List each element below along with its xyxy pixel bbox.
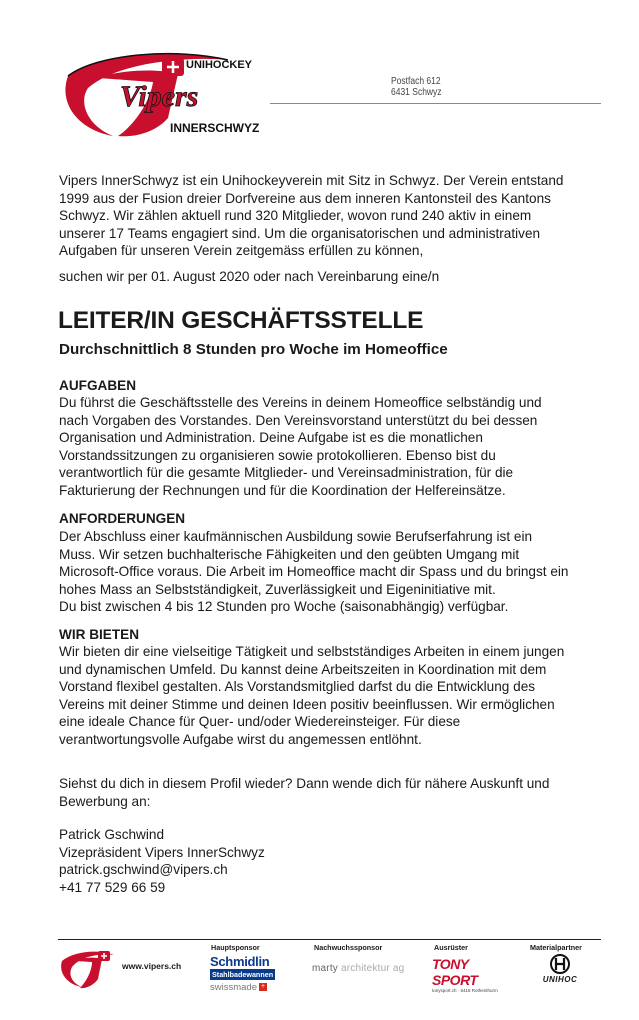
schmidlin-logo — [210, 954, 285, 993]
text-line: Du bist zwischen 4 bis 12 Stunden pro Woche (saisonabhängig) verfügbar. — [59, 599, 509, 615]
unihoc-emblem-icon — [548, 953, 572, 975]
contact-intro — [59, 775, 579, 810]
text-line: verantwortungsvolle Aufgabe wirst du angemessen entlöhnt. — [59, 731, 422, 747]
text-line: Wir bieten dir eine vielseitige Tätigkeit und selbstständiges Arbeiten in einem jungen — [59, 644, 565, 659]
contact-role: Vizepräsident Vipers InnerSchwyz — [59, 844, 265, 860]
text-line: Vereins mit deiner Stimme und deinen Ideen positiv beeinflussen. Wir ermöglichen — [59, 696, 555, 712]
schmidlin-name: Schmidlin — [210, 954, 270, 969]
section-heading-aufgaben: AUFGABEN — [59, 378, 137, 393]
text-line: Schwyz. Wir zählen aktuell rund 320 Mitglieder, wovon rund 240 aktiv in einem — [59, 208, 532, 224]
tony-sport-sub: tonysport.ch · 6418 Rothenthurm — [432, 988, 498, 993]
swissmade-text: swissmade — [210, 982, 257, 993]
section-text-anforderungen — [59, 528, 579, 616]
text-line: Microsoft-Office voraus. Die Arbeit im Homeoffice macht dir Spass und du bringst ein — [59, 564, 569, 580]
sponsor-label-outfitter: Ausrüster — [434, 943, 468, 952]
vipers-footer-logo — [58, 947, 124, 991]
text-line: Vorstandssitzungen zu organisieren sowie protokollieren. Ebenso bist du — [59, 447, 496, 463]
section-heading-anforderungen: ANFORDERUNGEN — [59, 511, 186, 526]
logo-top-text: UNIHOCKEY — [186, 59, 253, 71]
contact-name: Patrick Gschwind — [59, 827, 165, 842]
contact-email[interactable]: patrick.gschwind@vipers.ch — [59, 862, 228, 878]
website-link[interactable]: www.vipers.ch — [122, 961, 182, 971]
text-line: Aufgaben für unseren Verein zeitgemäss erfüllen zu können, — [59, 243, 424, 259]
text-line: Vorstand flexibel gestalten. Als Vorstandsmitglied darfst du die Entwicklung des — [59, 679, 536, 695]
text-line: Siehst du dich in diesem Profil wieder? Dann wende dich für nähere Auskunft und — [59, 776, 550, 791]
job-subtitle: Durchschnittlich 8 Stunden pro Woche im Homeoffice — [59, 341, 448, 358]
text-line: hohes Mass an Selbstständigkeit, Zuverlässigkeit und Eigeninitiative mit. — [59, 581, 496, 597]
text-line: Organisation und Administration. Deine Aufgabe ist es die monatlichen — [59, 430, 483, 446]
signature-block — [59, 826, 579, 896]
marty-logo — [312, 963, 404, 974]
text-line: Vipers InnerSchwyz ist ein Unihockeyverein mit Sitz in Schwyz. Der Verein entstand — [59, 173, 564, 188]
text-line: und dynamischen Umfeld. Du kannst deine Arbeitszeiten in Koordination mit dem — [59, 661, 547, 677]
sponsor-label-main: Hauptsponsor — [211, 943, 260, 952]
vipers-logo — [58, 48, 273, 148]
unihoc-logo — [530, 953, 590, 989]
text-line: verantwortlich für die gesamte Mitglieder- und Vereinsadministration, für die — [59, 465, 514, 481]
text-line: Der Abschluss einer kaufmännischen Ausbildung sowie Berufserfahrung ist ein — [59, 529, 533, 544]
sponsor-label-junior: Nachwuchssponsor — [314, 943, 383, 952]
section-text-aufgaben — [59, 394, 579, 500]
section-heading-wir-bieten: WIR BIETEN — [59, 627, 140, 642]
marty-name: marty — [312, 963, 338, 974]
unihoc-name: UNIHOC — [542, 975, 578, 984]
tony-sport-name: TONY SPORT — [432, 956, 478, 988]
address-line: Postfach 612 — [391, 76, 441, 87]
text-line: Bewerbung an: — [59, 793, 151, 809]
logo-main-text: Vipers — [120, 80, 199, 113]
contact-phone[interactable]: +41 77 529 66 59 — [59, 879, 166, 895]
text-line: unserer 17 Teams engagiert sind. Um die organisatorischen und administrativen — [59, 225, 541, 241]
footer-divider — [58, 939, 601, 940]
address-line: 6431 Schwyz — [391, 87, 442, 98]
search-line: suchen wir per 01. August 2020 oder nach Vereinbarung eine/n — [59, 269, 440, 284]
text-line: Muss. Wir setzen buchhalterische Fähigkeiten und den geübten Umgang mit — [59, 546, 520, 562]
tony-sport-logo — [432, 956, 516, 992]
swiss-flag-icon: + — [260, 983, 266, 991]
sponsor-label-material: Materialpartner — [530, 943, 582, 952]
intro-paragraph — [59, 172, 579, 260]
marty-sub: architektur ag — [340, 963, 405, 974]
header-divider — [270, 103, 601, 104]
postal-address — [391, 76, 442, 98]
swissmade-tag — [210, 982, 285, 993]
text-line: Du führst die Geschäftsstelle des Vereins in deinem Homeoffice selbständig und — [59, 395, 542, 410]
text-line: 1999 aus der Fusion dreier Dorfvereine aus dem inneren Kantonsteil des Kantons — [59, 190, 551, 206]
job-title: LEITER/IN GESCHÄFTSSTELLE — [58, 307, 424, 334]
logo-bottom-text: INNERSCHWYZ — [170, 121, 260, 135]
text-line: nach Vorgaben des Vorstandes. Den Vereinsvorstand unterstützt du bei dessen — [59, 412, 538, 428]
section-text-wir-bieten — [59, 643, 579, 749]
text-line: eine ideale Chance für Quer- und/oder Wiedereinsteiger. Für diese — [59, 714, 461, 730]
text-line: Fakturierung der Rechnungen und für die Koordination der Helfereinsätze. — [59, 482, 506, 498]
schmidlin-subtitle: Stahlbadewannen — [212, 970, 274, 979]
